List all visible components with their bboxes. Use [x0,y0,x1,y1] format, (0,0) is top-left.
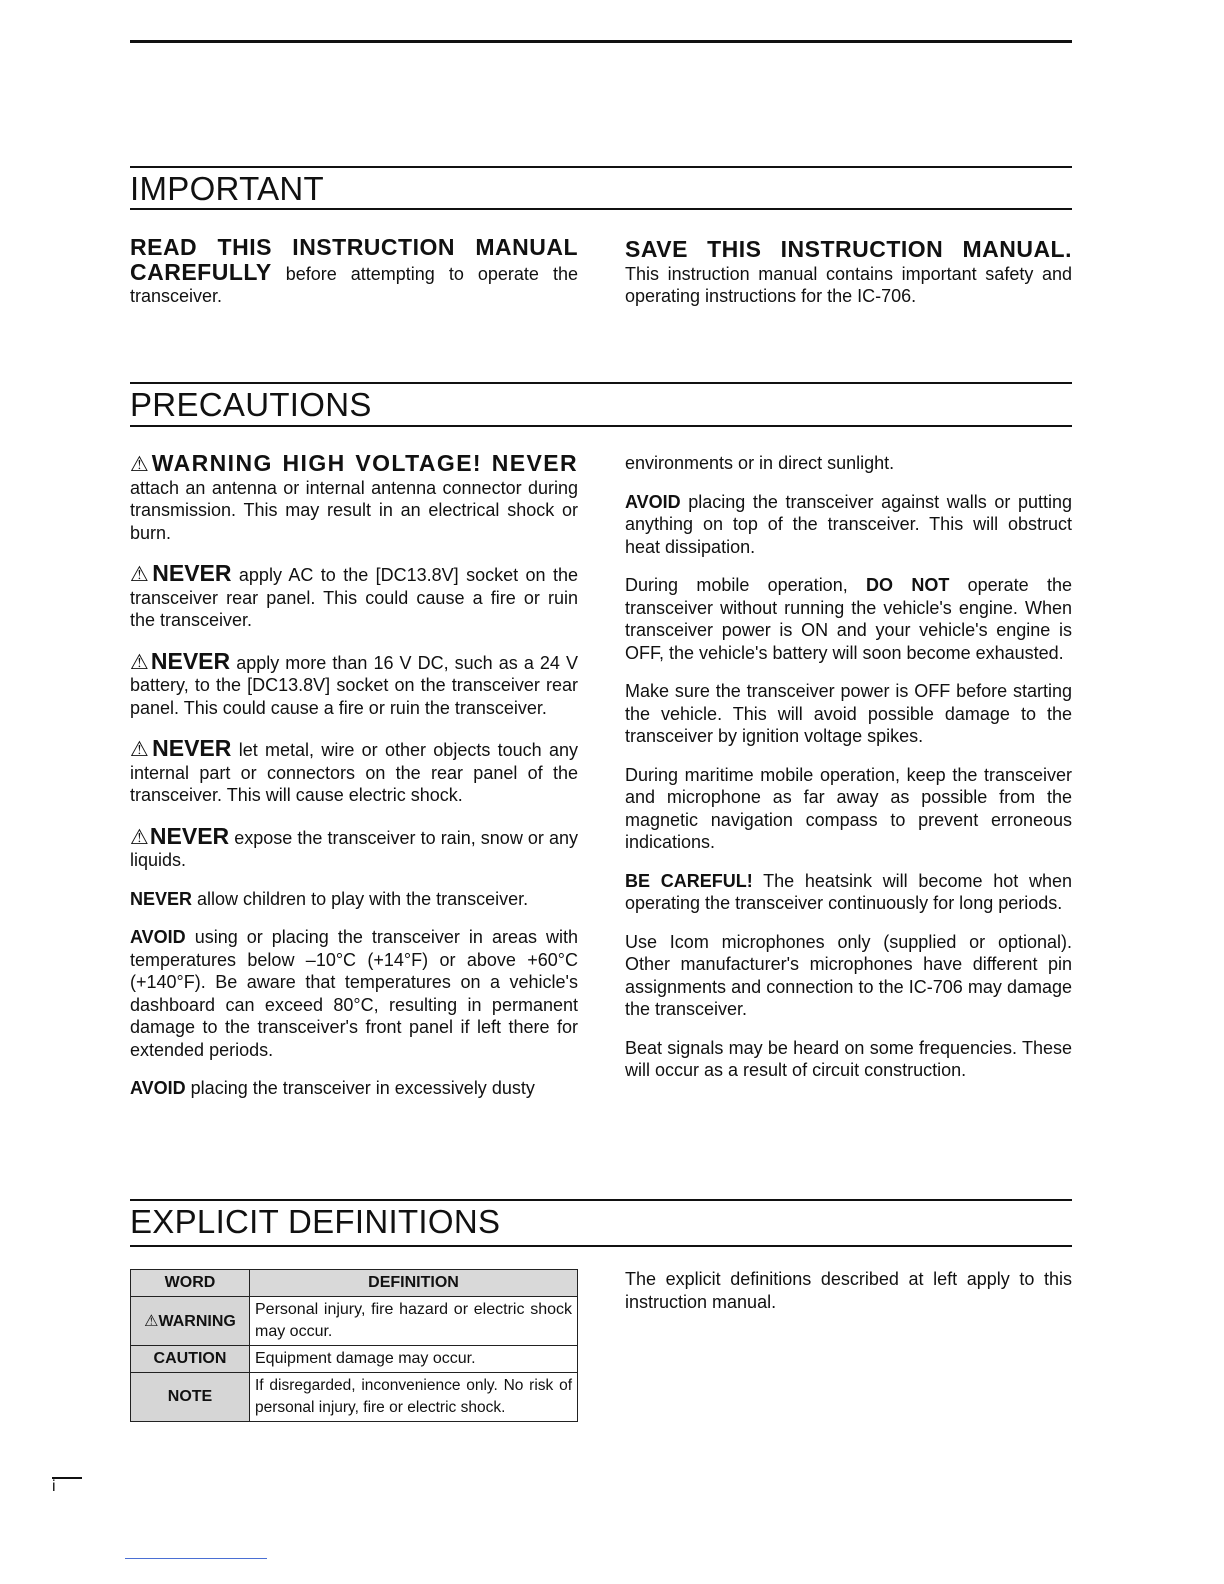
section-title-important: IMPORTANT [130,170,324,207]
precautions-left-column [130,452,578,1116]
precaution-item: ⚠NEVER let metal, wire or other objects touch any internal part or connectors on the rear panel of the transceiver. This will cause electric shock. [130,735,578,805]
table-row [131,1297,578,1346]
precaution-item: ⚠NEVER apply AC to the [DC13.8V] socket on the transceiver rear panel. This could cause a fire or ruin the transceiver. [130,560,578,630]
important-left-text: before attempting to operate the transceiver. [130,263,578,306]
top-rule [130,40,1072,43]
definition-cell: If disregarded, inconvenience only. No risk of personal injury, fire or electric shock. [250,1373,578,1422]
section-rule [130,1199,1072,1201]
precaution-item: During mobile operation, DO NOT operate the transceiver without running the vehicle's engine. When transceiver power is ON and your vehicle's engine is OFF, the vehicle's battery will soon become exhausted. [625,575,1072,663]
precaution-item: Make sure the transceiver power is OFF before starting the vehicle. This will avoid possible damage to the transceiver by ignition voltage spikes. [625,681,1072,746]
section-rule [130,382,1072,384]
section-title-precautions: PRECAUTIONS [130,386,372,423]
section-rule [130,166,1072,168]
word-cell: ⚠WARNING [131,1297,250,1346]
precaution-item: environments or in direct sunlight. [625,453,895,473]
word-cell: NOTE [131,1373,250,1422]
warning-icon: ⚠ [130,825,149,849]
warning-icon: ⚠ [130,738,152,761]
important-right [625,238,1072,324]
important-right-lead: SAVE THIS INSTRUCTION MANUAL. [625,236,1072,262]
warning-icon: ⚠ [130,650,150,674]
precaution-item: ⚠NEVER apply more than 16 V DC, such as a 24 V battery, to the [DC13.8V] socket on the transceiver rear panel. This could cause a fire or ruin the transceiver. [130,647,578,718]
definition-cell: Equipment damage may occur. [250,1346,578,1373]
word-cell: CAUTION [131,1346,250,1373]
precaution-item: ⚠NEVER expose the transceiver to rain, snow or any liquids. [130,822,579,870]
precaution-item: AVOID placing the transceiver in excessively dusty [130,1078,535,1098]
precaution-item: Use Icom microphones only (supplied or optional). Other manufacturer's microphones have different pin assignments and connection to the IC-706 may damage the transceiver. [625,931,1072,1019]
section-rule [130,425,1072,427]
definitions-table [130,1269,578,1422]
page-number-rule [52,1477,82,1479]
precaution-item: AVOID using or placing the transceiver in areas with temperatures below –10°C (+14°F) or above +60°C (+140°F). Be aware that temperatures on a vehicle's dashboard can exceed 80°C, resulting in permanent damage to the transceiver's front panel if left there for extended periods. [130,927,578,1060]
warning-icon: ⚠ [144,1313,159,1330]
page-number: i [52,1478,56,1495]
definitions-note: The explicit definitions described at left apply to this instruction manual. [625,1269,1072,1312]
important-left-lead: READ THIS INSTRUCTION MANUAL CAREFULLY [130,234,578,285]
bottom-underline [125,1558,267,1559]
important-right-text: This instruction manual contains important safety and operating instructions for the IC-706. [625,263,1072,306]
section-rule [130,208,1072,210]
table-header-row [131,1270,578,1297]
precaution-item: Beat signals may be heard on some frequencies. These will occur as a result of circuit construction. [625,1037,1072,1080]
precautions-right-column [625,452,1072,1098]
precaution-item: During maritime mobile operation, keep the transceiver and microphone as far away as possible from the magnetic navigation compass to prevent erroneous indications. [625,764,1072,852]
warning-icon: ⚠ [130,563,152,586]
important-left [130,236,578,324]
precaution-item: NEVER allow children to play with the transceiver. [130,888,529,909]
table-row [131,1373,578,1422]
precaution-item: AVOID placing the transceiver against walls or putting anything on top of the transceiver. This will obstruct heat dissipation. [625,491,1072,557]
section-title-definitions: EXPLICIT DEFINITIONS [130,1203,501,1240]
precaution-item: ⚠WARNING HIGH VOLTAGE! NEVER attach an antenna or internal antenna connector during transmission. This may result in an electrical shock or burn. [130,450,578,543]
column-header-definition: DEFINITION [250,1270,578,1297]
table-row [131,1346,578,1373]
warning-icon: ⚠ [130,453,151,476]
section-rule [130,1245,1072,1247]
precaution-item: BE CAREFUL! The heatsink will become hot when operating the transceiver continuously for long periods. [625,870,1072,913]
column-header-word: WORD [131,1270,250,1297]
definition-cell: Personal injury, fire hazard or electric shock may occur. [250,1297,578,1346]
